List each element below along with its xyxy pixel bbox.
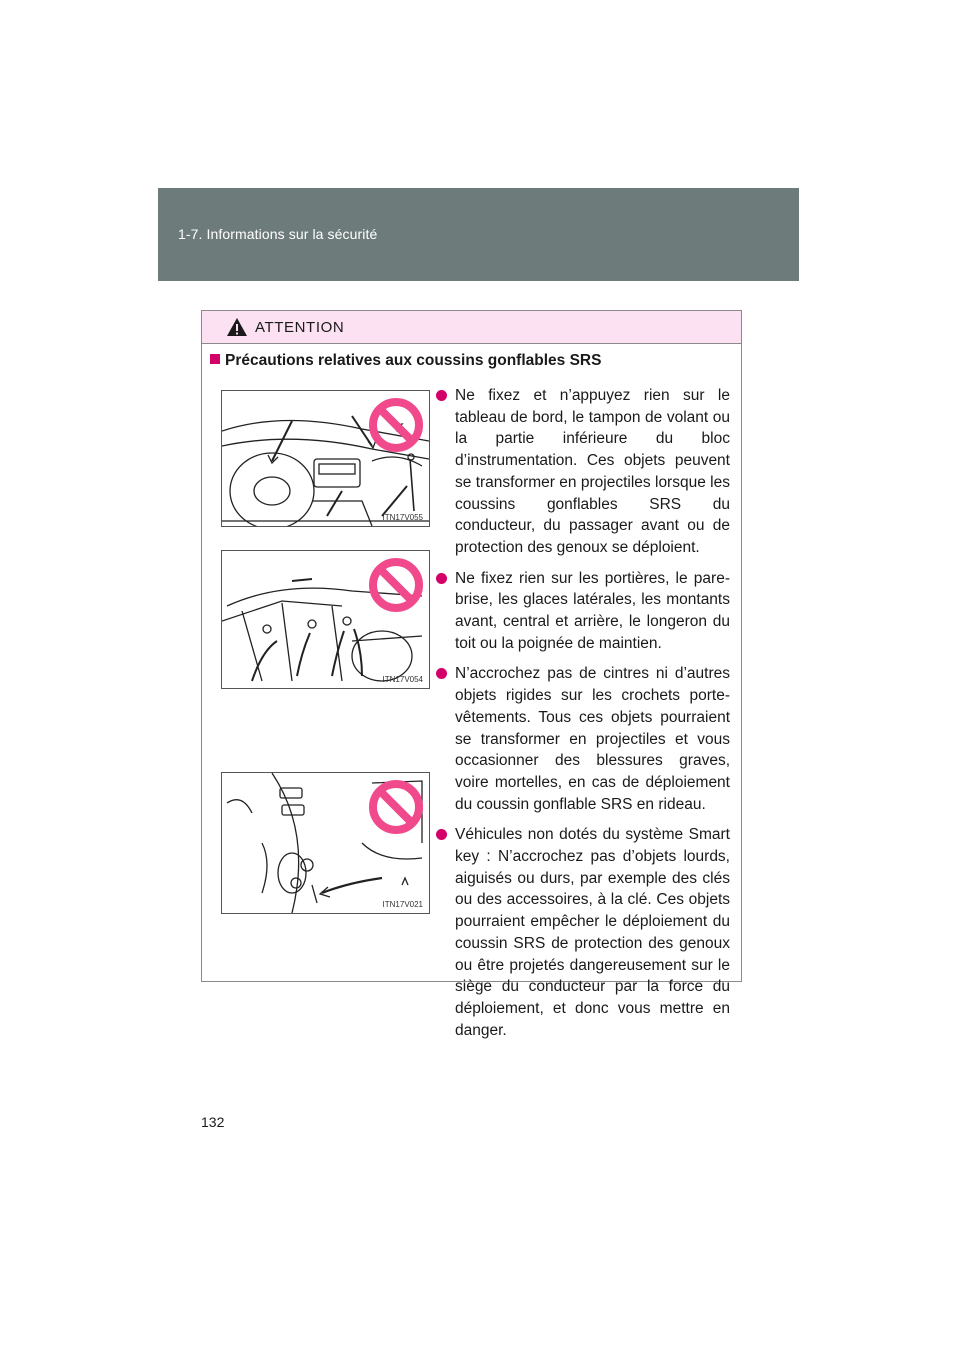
- list-item: [436, 824, 730, 1041]
- figure-dashboard: [221, 390, 430, 527]
- warning-header: [202, 311, 741, 344]
- section-title: 1-7. Informations sur la sécurité: [178, 226, 378, 242]
- figure-code: ITN17V054: [382, 675, 423, 684]
- bullet-text: Ne fixez et n’appuyez rien sur le tableau de bord, le tampon de volant ou la partie inférieure du bloc d’instrumentation. Ces objets peuvent se transformer en projectiles lorsque les coussins gonflables SRS du conducteur, du passager avant ou de protection des genoux se déploient.: [455, 387, 730, 556]
- prohibited-icon: [368, 397, 424, 453]
- warning-box: [201, 310, 742, 1039]
- bullet-dot-icon: [436, 829, 447, 840]
- section-heading: [210, 352, 601, 370]
- square-bullet-icon: [210, 354, 220, 364]
- page-number: 132: [201, 1114, 225, 1130]
- bullet-text: Véhicules non dotés du système Smart key : N’accrochez pas d’objets lourds, aiguisés ou durs, par exemple des clés ou des accessoires, à la clé. Ces objets pourraient empêcher le déploiement du coussin SRS de protection des genoux ou être projetés dangereusement sur le siège du conducteur par la force du déploiement, et donc vous mettre en danger.: [455, 826, 730, 1039]
- figure-code: ITN17V055: [382, 513, 423, 522]
- figure-key: [221, 772, 430, 914]
- prohibited-icon: [368, 557, 424, 613]
- warning-label: ATTENTION: [255, 319, 345, 336]
- prohibited-icon: [368, 779, 424, 835]
- list-item: [436, 663, 730, 815]
- bullet-text: N’accrochez pas de cintres ni d’autres objets rigides sur les crochets porte-vêtements. Tous ces objets pourraient se transformer en projectiles et vous occasionner des blessures graves, voire mortelles, en cas de déploiement du coussin gonflable SRS en rideau.: [455, 665, 730, 813]
- bullet-dot-icon: [436, 573, 447, 584]
- list-item: [436, 568, 730, 655]
- bullet-list: [436, 385, 730, 1050]
- bullet-dot-icon: [436, 668, 447, 679]
- bullet-dot-icon: [436, 390, 447, 401]
- figure-code: ITN17V021: [382, 900, 423, 909]
- list-item: [436, 385, 730, 559]
- warning-triangle-icon: [226, 317, 248, 337]
- figure-interior: [221, 550, 430, 689]
- bullet-text: Ne fixez rien sur les portières, le pare-brise, les glaces latérales, les montants avant, central et arrière, le longeron du toit ou la poignée de maintien.: [455, 569, 730, 652]
- section-heading-text: Précautions relatives aux coussins gonflables SRS: [225, 352, 602, 369]
- header-band: [158, 188, 799, 281]
